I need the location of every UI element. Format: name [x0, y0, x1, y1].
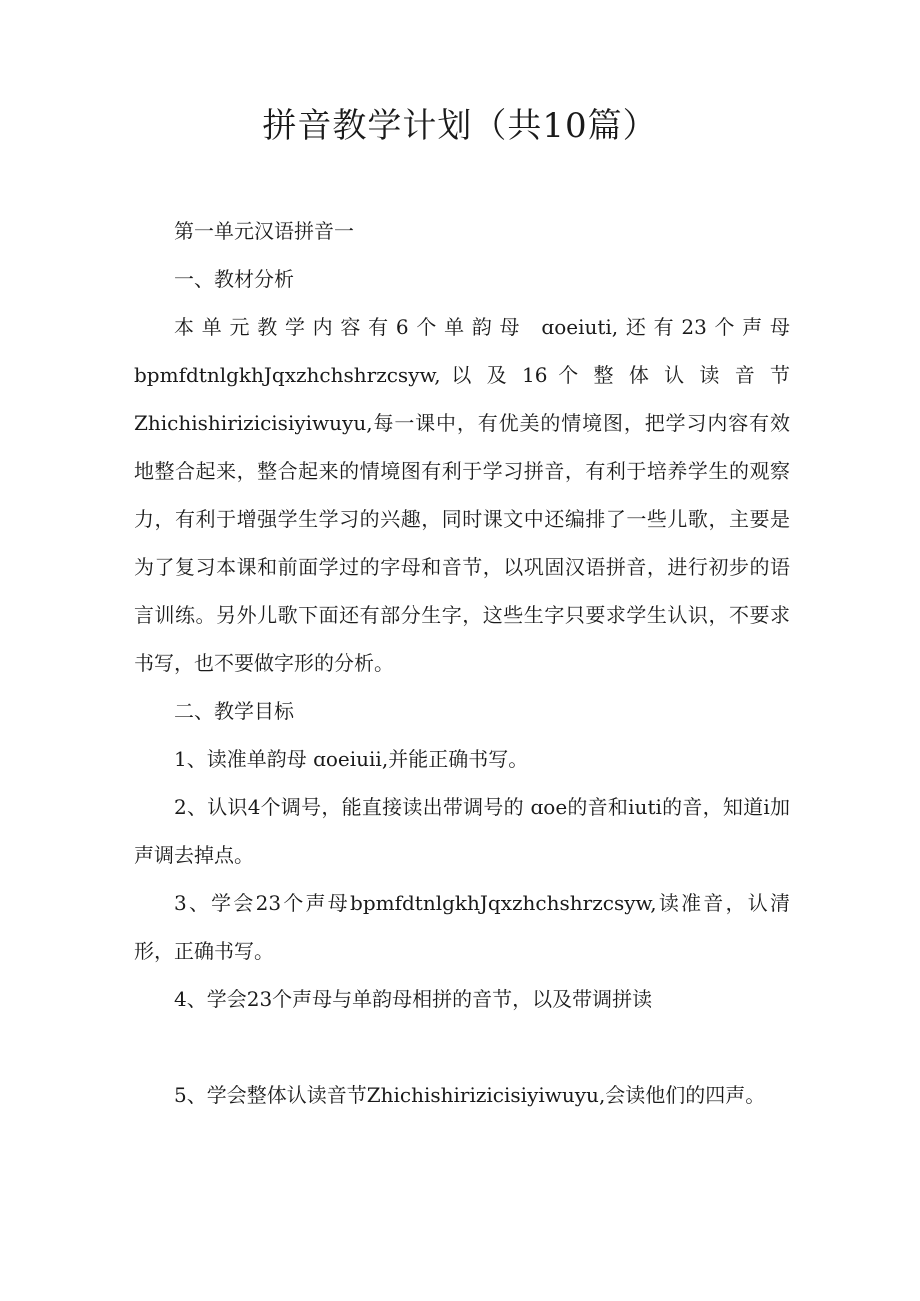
- paragraph-goal-2: 2、认识4个调号，能直接读出带调号的 ɑoe的音和iuti的音，知道i加声调去掉点。: [134, 795, 790, 867]
- paragraph-goal-4: 4、学会23个声母与单韵母相拼的音节，以及带调拼读: [174, 987, 653, 1011]
- paragraph-goal-5: 5、学会整体认读音节Zhichishirizicisiyiwuyu,会读他们的四声。: [174, 1083, 766, 1107]
- paragraph-goal-1: 1、读准单韵母 ɑoeiuii,并能正确书写。: [174, 747, 529, 771]
- paragraph-section-2-heading: 二、教学目标: [174, 699, 294, 723]
- document-body: [134, 207, 790, 1119]
- paragraph-goal-3: 3、学会23个声母bpmfdtnlgkhJqxzhchshrzcsyw,读准音，认清形，正确书写。: [134, 891, 790, 963]
- blank-gap: [134, 1023, 790, 1071]
- paragraph-section-1-heading: 一、教材分析: [174, 267, 294, 291]
- page-title: 拼音教学计划（共10篇）: [262, 106, 658, 146]
- paragraph-unit-heading: 第一单元汉语拼音一: [174, 219, 354, 243]
- paragraph-material-analysis: 本单元教学内容有6个单韵母 ɑoeiuti,还有23个声母bpmfdtnlgkhJqxzhchshrzcsyw, 以 及 16 个 整 体 认 读 音 节Zhichishirizicisiyiwuyu,每一课中，有优美的情境图，把学习内容有效地整合起来，整合起来的情境图有利于学习拼音，有利于培养学生的观察力，有利于增强学生学习的兴趣，同时课文中还编排了一些儿歌，主要是为了复习本课和前面学过的字母和音节，以巩固汉语拼音，进行初步的语言训练。另外儿歌下面还有部分生字，这些生字只要求学生认识，不要求书写，也不要做字形的分析。: [134, 315, 790, 675]
